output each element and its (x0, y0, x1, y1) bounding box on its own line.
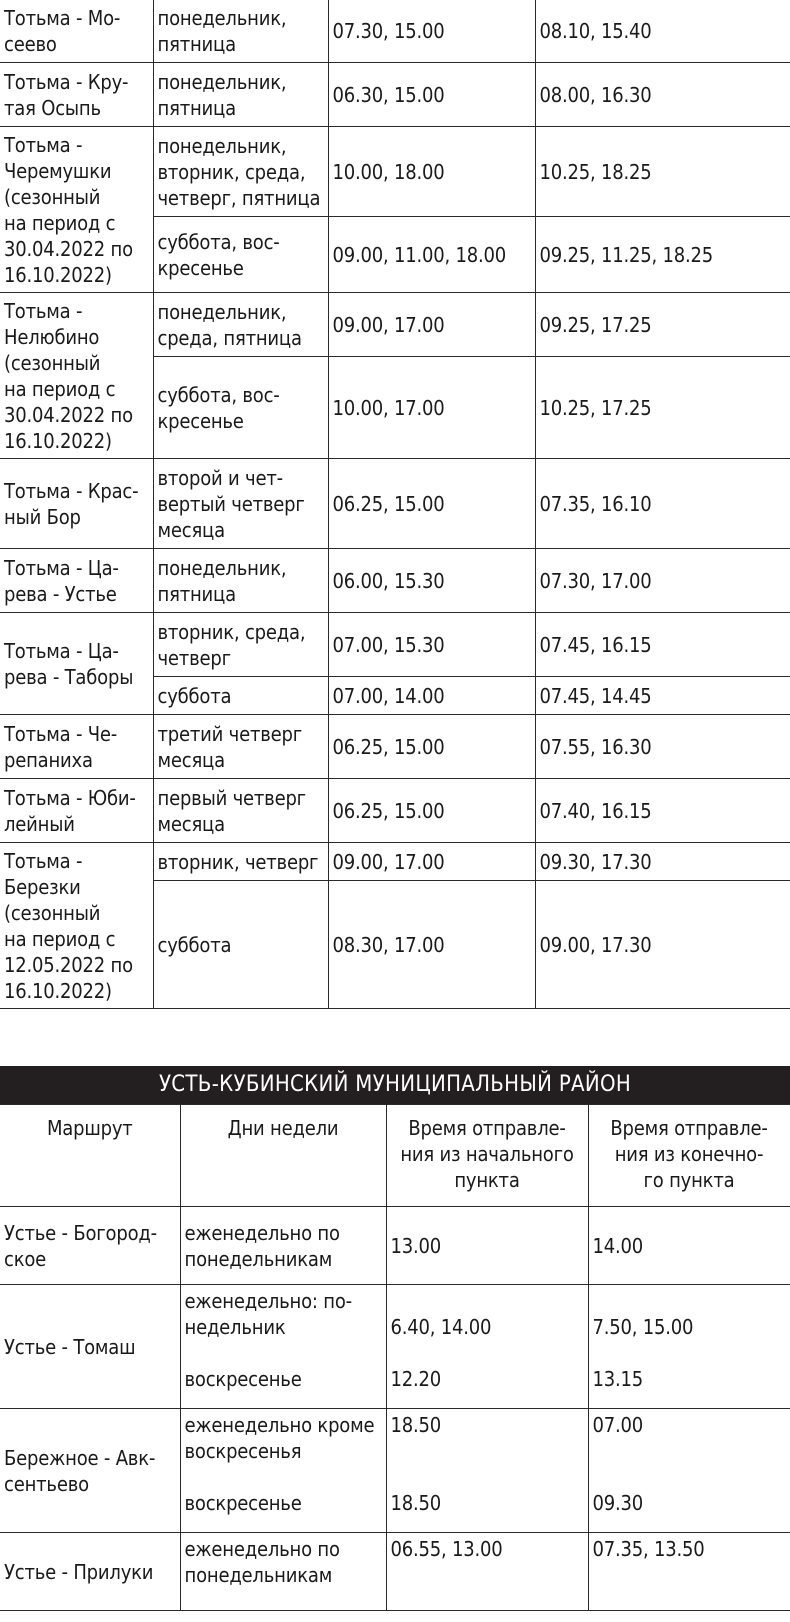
route-cell: Тотьма - Ца- рева - Устье (0, 549, 153, 613)
depart-end-cell: 08.10, 15.40 (535, 0, 790, 63)
header-days-text: Дни недели (227, 1116, 339, 1140)
depart-end-cell: 09.25, 17.25 (535, 293, 790, 357)
depart-end-cell-primary: 07.00 (592, 1413, 643, 1437)
depart-start-cell: 07.30, 15.00 (328, 0, 535, 63)
depart-end-cell: 07.45, 16.15 (535, 613, 790, 677)
table-row (0, 549, 790, 613)
header-row (0, 1105, 790, 1207)
days-cell: суббота, вос- кресенье (153, 217, 328, 293)
depart-start-cell: 10.00, 18.00 (328, 127, 535, 217)
depart-end-cell (588, 1285, 790, 1409)
depart-end-cell: 10.25, 18.25 (535, 127, 790, 217)
header-days (180, 1105, 386, 1207)
depart-start-cell-secondary: 12.20 (390, 1367, 441, 1391)
depart-start-cell: 06.25, 15.00 (328, 779, 535, 843)
table-row (0, 63, 790, 127)
header-route-text: Маршрут (46, 1116, 133, 1140)
depart-start-cell (386, 1285, 588, 1409)
days-cell-primary: еженедельно: по- недельник (184, 1289, 352, 1339)
depart-end-cell: 07.35, 13.50 (588, 1533, 790, 1611)
table-row (0, 1533, 790, 1611)
table-row (0, 1207, 790, 1285)
depart-start-cell: 09.00, 17.00 (328, 293, 535, 357)
route-cell: Устье - Прилуки (0, 1533, 180, 1611)
depart-end-cell: 10.25, 17.25 (535, 357, 790, 459)
route-cell: Устье - Богород- ское (0, 1207, 180, 1285)
depart-start-cell: 07.00, 14.00 (328, 677, 535, 715)
days-cell: еженедельно по понедельникам (180, 1533, 386, 1611)
district-banner: УСТЬ-КУБИНСКИЙ МУНИЦИПАЛЬНЫЙ РАЙОН (0, 1066, 790, 1104)
depart-start-cell (386, 1409, 588, 1533)
depart-end-cell-secondary: 09.30 (592, 1491, 643, 1515)
schedule-table-bottom (0, 1104, 790, 1611)
days-cell: третий четверг месяца (153, 715, 328, 779)
route-cell: Устье - Томаш (0, 1285, 180, 1409)
depart-start-cell: 13.00 (386, 1207, 588, 1285)
depart-end-cell: 09.00, 17.30 (535, 881, 790, 1009)
header-depart-start (386, 1105, 588, 1207)
table-row (0, 779, 790, 843)
table-row (0, 715, 790, 779)
header-depart-end-text: Время отправле- ния из конечно- го пункта (610, 1116, 768, 1192)
route-cell: Тотьма - Ца- рева - Таборы (0, 613, 153, 715)
days-cell: суббота (153, 677, 328, 715)
header-depart-end (588, 1105, 790, 1207)
depart-end-cell (588, 1409, 790, 1533)
days-cell: первый четверг месяца (153, 779, 328, 843)
depart-end-cell: 07.30, 17.00 (535, 549, 790, 613)
table-row (0, 127, 790, 217)
section-gap (0, 1052, 790, 1066)
depart-start-cell-primary: 6.40, 14.00 (390, 1315, 492, 1339)
schedule-table-bottom-body (0, 1207, 790, 1611)
route-cell: Тотьма - Че- репаниха (0, 715, 153, 779)
depart-end-cell-secondary: 13.15 (592, 1367, 643, 1391)
route-cell: Тотьма - Мо- сеево (0, 0, 153, 63)
days-cell: понедельник, вторник, среда, четверг, пятница (153, 127, 328, 217)
depart-start-cell: 09.00, 17.00 (328, 843, 535, 881)
route-cell: Тотьма - Кру- тая Осыпь (0, 63, 153, 127)
depart-end-cell: 07.35, 16.10 (535, 459, 790, 549)
depart-start-cell: 09.00, 11.00, 18.00 (328, 217, 535, 293)
depart-start-cell: 06.00, 15.30 (328, 549, 535, 613)
route-cell: Тотьма - Крас- ный Бор (0, 459, 153, 549)
days-cell: понедельник, среда, пятница (153, 293, 328, 357)
days-cell-primary: еженедельно кроме воскресенья (184, 1413, 375, 1463)
depart-start-cell: 06.25, 15.00 (328, 715, 535, 779)
depart-start-cell-secondary: 18.50 (390, 1491, 441, 1515)
header-depart-start-text: Время отправле- ния из начального пункта (400, 1116, 574, 1192)
depart-start-cell-primary: 18.50 (390, 1413, 441, 1437)
depart-end-cell: 07.40, 16.15 (535, 779, 790, 843)
days-cell: суббота (153, 881, 328, 1009)
depart-start-cell: 06.30, 15.00 (328, 63, 535, 127)
days-cell: вторник, четверг (153, 843, 328, 881)
days-cell-secondary: воскресенье (184, 1491, 302, 1515)
depart-start-cell: 06.55, 13.00 (386, 1533, 588, 1611)
depart-start-cell: 07.00, 15.30 (328, 613, 535, 677)
depart-end-cell-primary: 7.50, 15.00 (592, 1315, 694, 1339)
days-cell: второй и чет- вертый четверг месяца (153, 459, 328, 549)
days-cell-secondary: воскресенье (184, 1367, 302, 1391)
table-row (0, 0, 790, 63)
days-cell: понедельник, пятница (153, 63, 328, 127)
table-row (0, 613, 790, 677)
depart-end-cell: 09.30, 17.30 (535, 843, 790, 881)
days-cell: вторник, среда, четверг (153, 613, 328, 677)
table-row (0, 1409, 790, 1533)
table-row (0, 293, 790, 357)
depart-end-cell: 09.25, 11.25, 18.25 (535, 217, 790, 293)
depart-end-cell: 08.00, 16.30 (535, 63, 790, 127)
depart-start-cell: 08.30, 17.00 (328, 881, 535, 1009)
days-cell (180, 1409, 386, 1533)
route-cell: Тотьма - Нелюбино (сезонный на период с 30.04.2022 по 16.10.2022) (0, 293, 153, 459)
depart-end-cell: 07.55, 16.30 (535, 715, 790, 779)
days-cell: понедельник, пятница (153, 0, 328, 63)
route-cell: Тотьма - Юби- лейный (0, 779, 153, 843)
route-cell: Бережное - Авк- сентьево (0, 1409, 180, 1533)
table-row (0, 1285, 790, 1409)
table-row (0, 843, 790, 881)
days-cell: понедельник, пятница (153, 549, 328, 613)
table-row (0, 459, 790, 549)
route-cell: Тотьма - Березки (сезонный на период с 12.05.2022 по 16.10.2022) (0, 843, 153, 1009)
depart-end-cell: 07.45, 14.45 (535, 677, 790, 715)
depart-start-cell: 06.25, 15.00 (328, 459, 535, 549)
route-cell: Тотьма - Черемушки (сезонный на период с 30.04.2022 по 16.10.2022) (0, 127, 153, 293)
days-cell (180, 1285, 386, 1409)
depart-start-cell: 10.00, 17.00 (328, 357, 535, 459)
days-cell: суббота, вос- кресенье (153, 357, 328, 459)
days-cell: еженедельно по понедельникам (180, 1207, 386, 1285)
header-route (0, 1105, 180, 1207)
depart-end-cell: 14.00 (588, 1207, 790, 1285)
